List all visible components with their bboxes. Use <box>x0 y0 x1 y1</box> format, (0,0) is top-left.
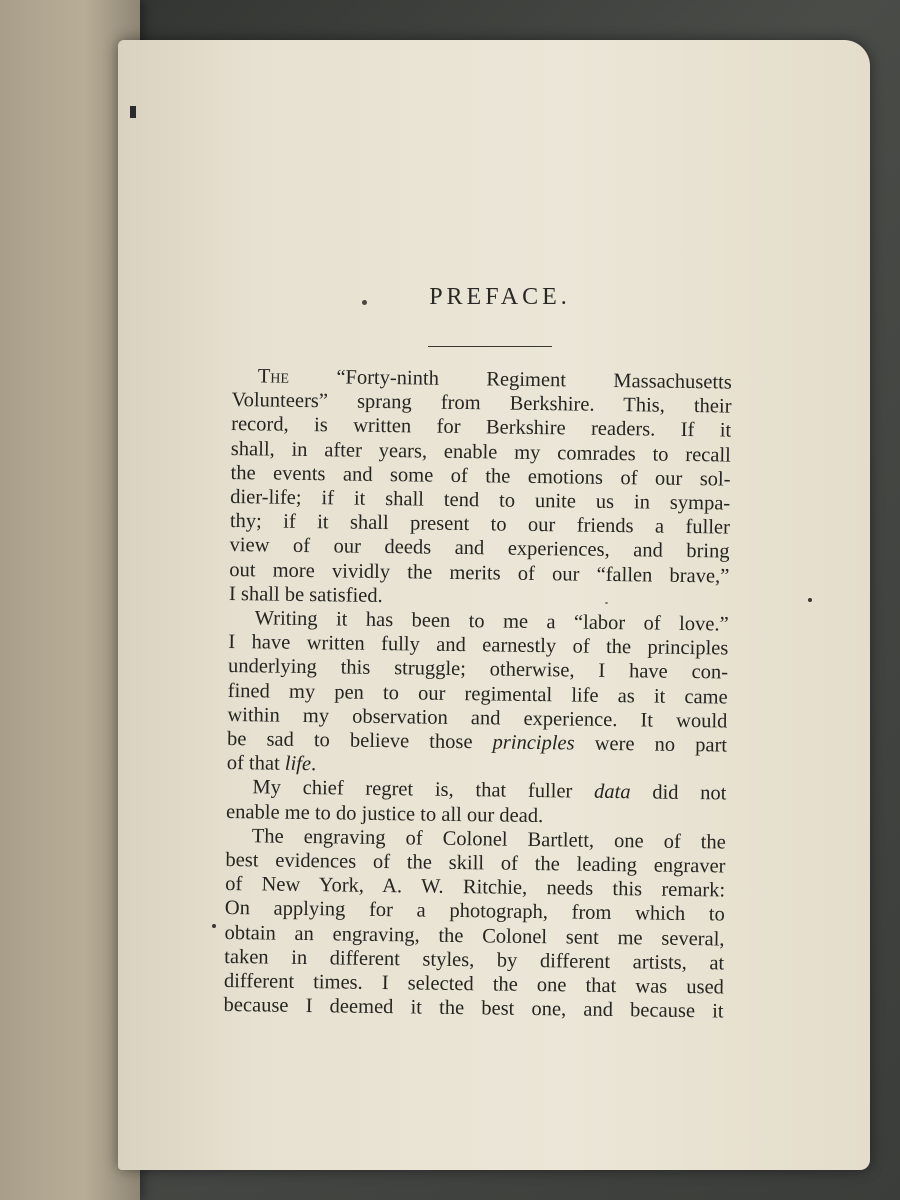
text-line: of that life. <box>226 752 317 776</box>
paragraph <box>229 364 732 613</box>
text-line: fined my pen to our regimental life as it came <box>227 679 728 709</box>
text-line: My chief regret is, that fuller data did not <box>252 776 727 805</box>
preface-body <box>223 364 732 1024</box>
ink-speck <box>212 924 216 928</box>
paragraph <box>226 775 727 830</box>
text-line: out more vividly the merits of our “fallen brave,” <box>229 558 730 588</box>
text-line: because I deemed it the best one, and because it <box>223 994 724 1023</box>
text-line: I shall be satisfied. <box>228 582 383 607</box>
text-line: dier-life; if it shall tend to unite us in sympa- <box>230 486 731 515</box>
text-line: shall, in after years, enable my comrades to recall <box>230 437 731 467</box>
text-line: of New York, A. W. Ritchie, needs this remark: <box>225 873 726 902</box>
text-line: the events and some of the emotions of our sol- <box>230 461 731 491</box>
text-line: taken in different styles, by different artists, at <box>224 945 725 975</box>
text-line: be sad to believe those principles were no part <box>226 728 728 757</box>
text-line: record, is written for Berkshire readers. If it <box>231 413 732 442</box>
text-line: view of our deeds and experiences, and bring <box>229 534 730 563</box>
text-line: thy; if it shall present to our friends a fuller <box>229 510 731 539</box>
text-line: underlying this struggle; otherwise, I have con- <box>227 655 729 684</box>
text-line: obtain an engraving, the Colonel sent me several, <box>224 921 725 951</box>
text-line: within my observation and experience. It would <box>227 703 728 733</box>
text-line: different times. I selected the one that was used <box>223 970 725 999</box>
page-title: PREFACE. <box>429 284 571 310</box>
text-line: On applying for a photograph, from which to <box>224 897 725 926</box>
text-line: The “Forty-ninth Regiment Massachusetts <box>257 365 732 394</box>
text-line: I have written fully and earnestly of the principles <box>228 631 729 660</box>
text-line: best evidences of the skill of the leading engraver <box>225 849 726 878</box>
text-line: Volunteers” sprang from Berkshire. This, their <box>231 389 732 418</box>
text-line: The engraving of Colonel Bartlett, one of the <box>251 825 726 854</box>
paragraph <box>223 824 725 1024</box>
gutter-mark <box>130 106 136 118</box>
ink-speck <box>605 602 608 604</box>
title-rule <box>428 346 552 347</box>
paragraph <box>227 606 729 782</box>
text-line: Writing it has been to me a “labor of love.” <box>254 607 729 636</box>
text-line: enable me to do justice to all our dead. <box>225 800 544 827</box>
ink-speck <box>808 598 812 602</box>
